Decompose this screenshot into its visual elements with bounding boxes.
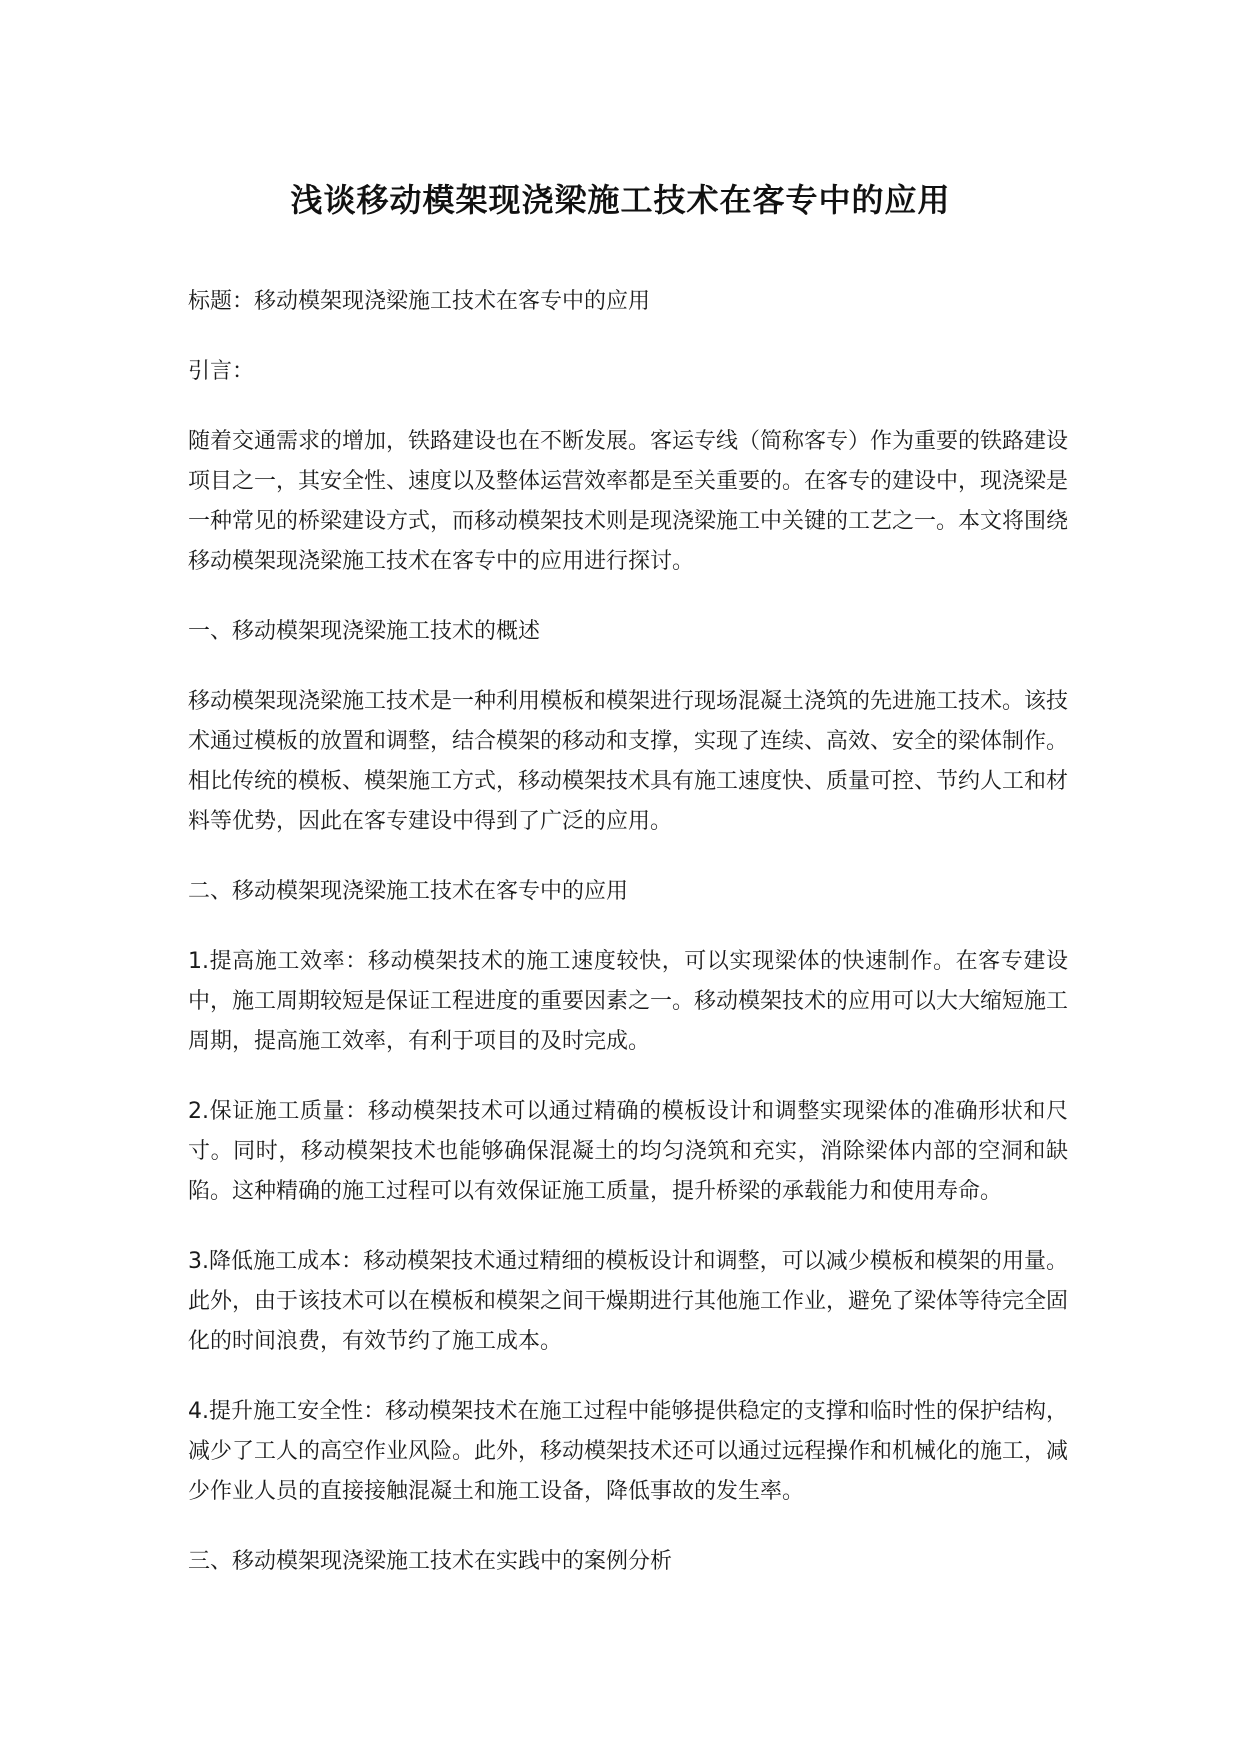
paragraph-point-3: 3.降低施工成本：移动模架技术通过精细的模板设计和调整，可以减少模板和模架的用量。此外，由于该技术可以在模板和模架之间干燥期进行其他施工作业，避免了梁体等待完全固化的时间浪费，有效节约了施工成本。 [188, 1249, 1069, 1354]
paragraph-title-line: 标题：移动模架现浇梁施工技术在客专中的应用 [188, 289, 651, 314]
paragraph-point-1: 1.提高施工效率：移动模架技术的施工速度较快，可以实现梁体的快速制作。在客专建设中，施工周期较短是保证工程进度的重要因素之一。移动模架技术的应用可以大大缩短施工周期，提高施工效率，有利于项目的及时完成。 [188, 949, 1069, 1054]
paragraph-point-4: 4.提升施工安全性：移动模架技术在施工过程中能够提供稳定的支撑和临时性的保护结构，减少了工人的高空作业风险。此外，移动模架技术还可以通过远程操作和机械化的施工，减少作业人员的直接接触混凝土和施工设备，降低事故的发生率。 [188, 1399, 1069, 1504]
paragraph-point-2: 2.保证施工质量：移动模架技术可以通过精确的模板设计和调整实现梁体的准确形状和尺寸。同时，移动模架技术也能够确保混凝土的均匀浇筑和充实，消除梁体内部的空洞和缺陷。这种精确的施工过程可以有效保证施工质量，提升桥梁的承载能力和使用寿命。 [188, 1099, 1068, 1204]
section-heading-1: 一、移动模架现浇梁施工技术的概述 [188, 619, 541, 644]
document-body [188, 282, 1068, 1612]
paragraph-intro: 随着交通需求的增加，铁路建设也在不断发展。客运专线（简称客专）作为重要的铁路建设项目之一，其安全性、速度以及整体运营效率都是至关重要的。在客专的建设中，现浇梁是一种常见的桥梁建设方式，而移动模架技术则是现浇梁施工中关键的工艺之一。本文将围绕移动模架现浇梁施工技术在客专中的应用进行探讨。 [188, 429, 1069, 574]
paragraph-overview: 移动模架现浇梁施工技术是一种利用模板和模架进行现场混凝土浇筑的先进施工技术。该技术通过模板的放置和调整，结合模架的移动和支撑，实现了连续、高效、安全的梁体制作。相比传统的模板、模架施工方式，移动模架技术具有施工速度快、质量可控、节约人工和材料等优势，因此在客专建设中得到了广泛的应用。 [188, 689, 1069, 834]
section-heading-2: 二、移动模架现浇梁施工技术在客专中的应用 [188, 879, 629, 904]
paragraph-intro-label: 引言： [188, 359, 255, 384]
section-heading-3: 三、移动模架现浇梁施工技术在实践中的案例分析 [188, 1549, 673, 1574]
document-title: 浅谈移动模架现浇梁施工技术在客专中的应用 [290, 181, 951, 219]
